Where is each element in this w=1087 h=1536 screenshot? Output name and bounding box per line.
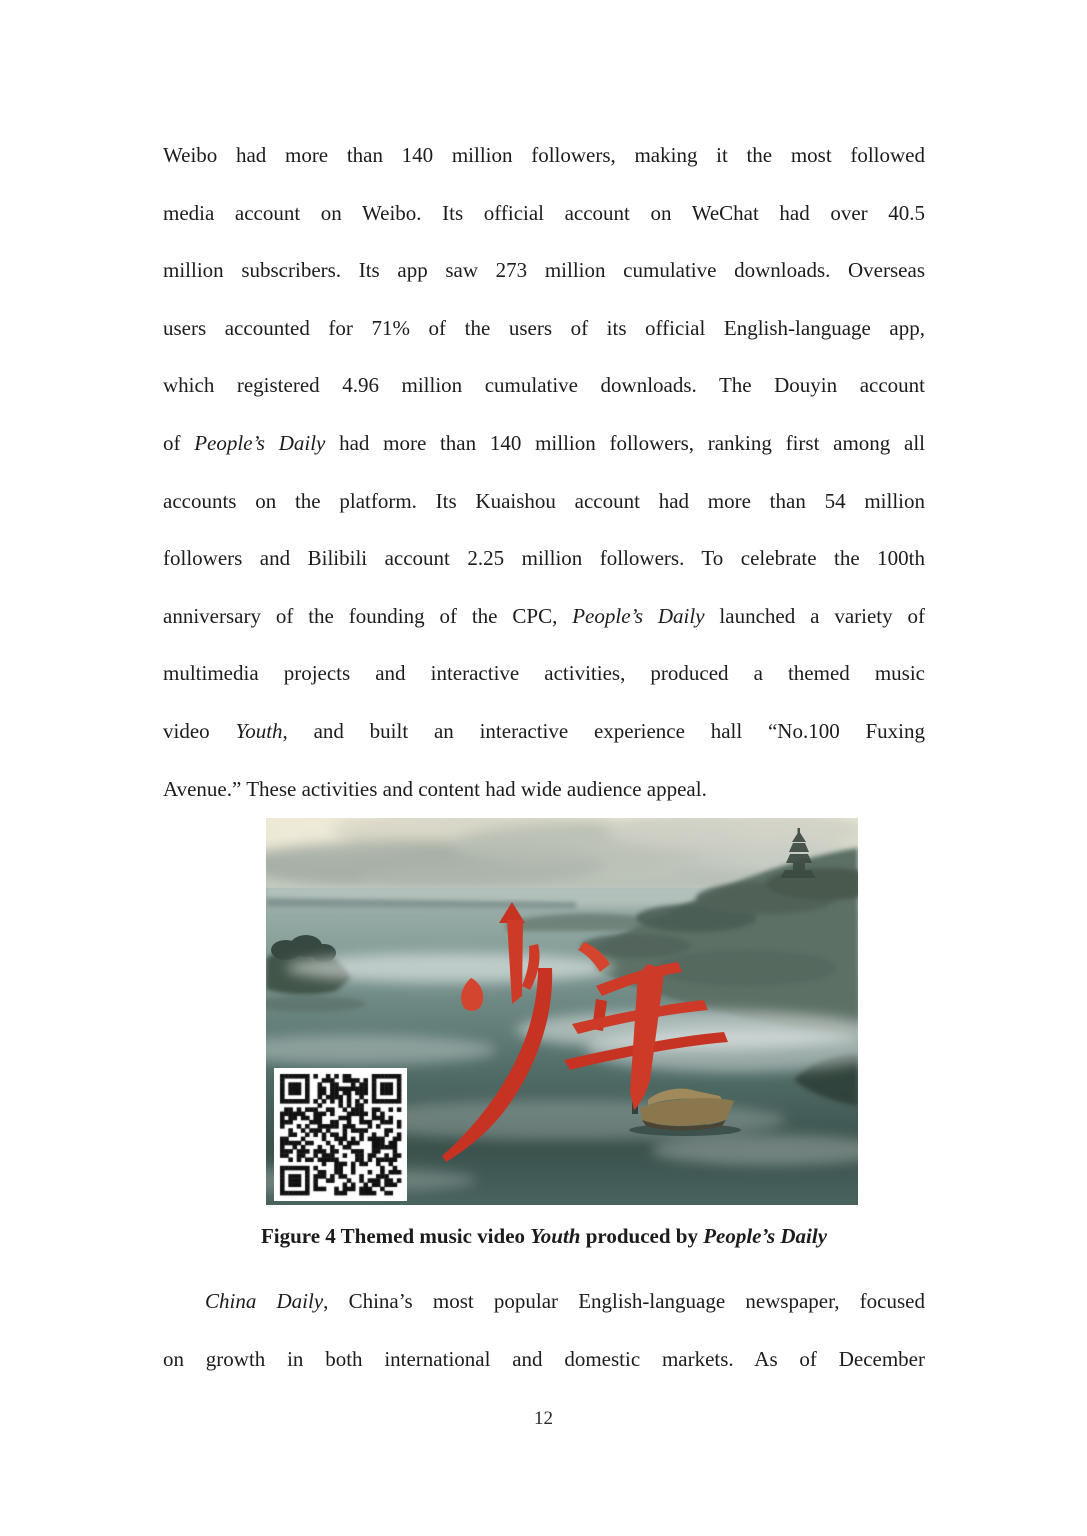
- italic-text-segment: People’s Daily: [572, 603, 705, 628]
- text-segment: which registered 4.96 million cumulative downloads. The Douyin account: [163, 373, 925, 398]
- italic-text-segment: China Daily: [205, 1289, 324, 1313]
- paragraph-china-daily: [163, 1273, 925, 1388]
- text-line: [163, 415, 925, 473]
- text-segment: video: [163, 718, 236, 743]
- text-line: [163, 588, 925, 646]
- text-line: [163, 357, 925, 415]
- text-line: [163, 530, 925, 588]
- text-line: [163, 645, 925, 703]
- text-segment: users accounted for 71% of the users of its official English-language app,: [163, 315, 925, 340]
- text-segment: , and built an interactive experience hall “No.100 Fuxing: [282, 718, 926, 743]
- paragraph-weibo-stats: [163, 127, 925, 818]
- text-segment: launched a variety of: [704, 603, 926, 628]
- text-segment: on growth in both international and domestic markets. As of December: [163, 1346, 925, 1371]
- italic-text-segment: Youth: [235, 718, 283, 743]
- text-segment: media account on Weibo. Its official account on WeChat had over 40.5: [163, 200, 925, 225]
- text-segment: , China’s most popular English-language newspaper, focused: [323, 1289, 925, 1313]
- text-segment: of: [163, 430, 195, 455]
- text-line: [163, 473, 925, 531]
- text-line: [163, 242, 925, 300]
- text-segment: anniversary of the founding of the CPC,: [163, 603, 573, 628]
- text-line: [163, 300, 925, 358]
- qr-code: [274, 1068, 407, 1201]
- text-segment: produced by: [580, 1224, 704, 1248]
- text-segment: accounts on the platform. Its Kuaishou account had more than 54 million: [163, 488, 925, 513]
- text-segment: Figure 4 Themed music video: [260, 1224, 531, 1248]
- text-segment: had more than 140 million followers, ranking first among all: [325, 430, 926, 455]
- text-segment: Avenue.” These activities and content had wide audience appeal.: [163, 776, 707, 801]
- text-segment: Weibo had more than 140 million followers, making it the most followed: [163, 143, 925, 167]
- text-line: [163, 185, 925, 243]
- text-line: [163, 703, 925, 761]
- figure-caption: [163, 1216, 925, 1256]
- page-number: 12: [534, 1408, 553, 1429]
- italic-text-segment: People’s Daily: [194, 430, 326, 455]
- text-segment: million subscribers. Its app saw 273 million cumulative downloads. Overseas: [163, 258, 925, 283]
- text-segment: followers and Bilibili account 2.25 million followers. To celebrate the 100th: [163, 546, 925, 571]
- text-segment: multimedia projects and interactive activities, produced a themed music: [163, 661, 925, 686]
- text-line: [163, 1273, 925, 1331]
- text-line: [163, 1216, 925, 1256]
- italic-text-segment: Youth: [530, 1224, 581, 1248]
- italic-text-segment: People’s Daily: [703, 1224, 828, 1248]
- text-line: [163, 127, 925, 185]
- text-line: [163, 761, 925, 819]
- figure-4-video-still: [266, 818, 858, 1205]
- text-line: [163, 1331, 925, 1389]
